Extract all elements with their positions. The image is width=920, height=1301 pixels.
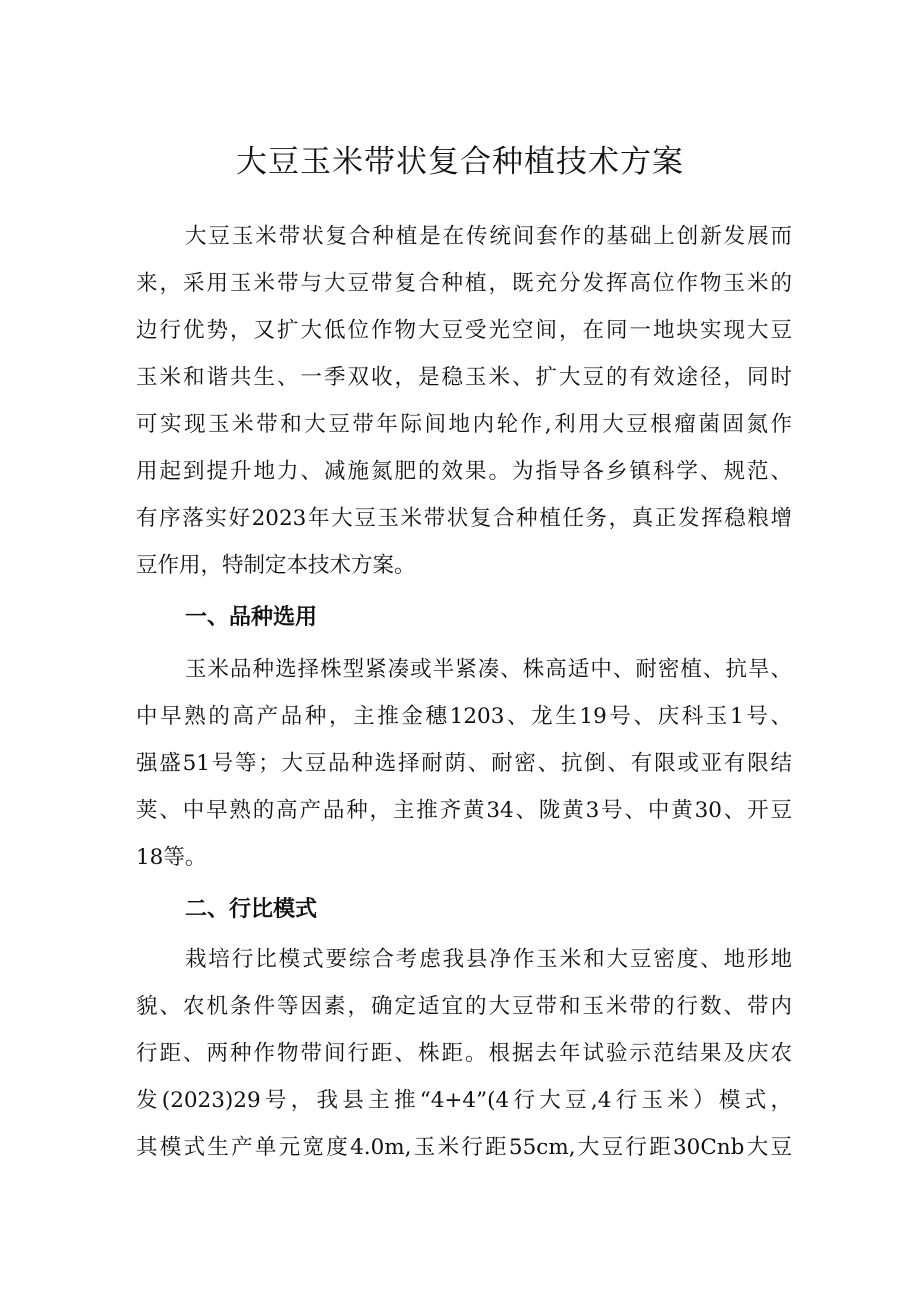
- intro-line: 边行优势，又扩大低位作物大豆受光空间，在同一地块实现大豆: [136, 318, 792, 343]
- section-heading-row-ratio: 二、行比模式: [185, 897, 318, 922]
- section1-line: 荚、中早熟的高产品种，主推齐黄34、陇黄3号、中黄30、开豆: [136, 798, 792, 823]
- intro-line: 有序落实好2023年大豆玉米带状复合种植任务，真正发挥稳粮增: [136, 506, 792, 531]
- section2-line: 栽培行比模式要综合考虑我县净作玉米和大豆密度、地形地: [185, 947, 792, 972]
- section-heading-variety: 一、品种选用: [185, 605, 318, 630]
- intro-line: 豆作用，特制定本技术方案。: [136, 553, 416, 578]
- intro-line: 可实现玉米带和大豆带年际间地内轮作,利用大豆根瘤菌固氮作: [136, 412, 792, 437]
- section2-line: 发(2023)29号，我县主推“4+4”(4行大豆,4行玉米）模式，: [136, 1088, 792, 1113]
- section1-line: 强盛51号等；大豆品种选择耐荫、耐密、抗倒、有限或亚有限结: [136, 751, 792, 776]
- intro-line: 来，采用玉米带与大豆带复合种植，既充分发挥高位作物玉米的: [136, 271, 792, 296]
- section2-line: 其模式生产单元宽度4.0m,玉米行距55cm,大豆行距30Cnb大豆: [136, 1135, 792, 1160]
- intro-line: 用起到提升地力、减施氮肥的效果。为指导各乡镇科学、规范、: [136, 459, 792, 484]
- section2-line: 貌、农机条件等因素，确定适宜的大豆带和玉米带的行数、带内: [136, 994, 792, 1019]
- intro-line: 玉米和谐共生、一季双收，是稳玉米、扩大豆的有效途径，同时: [136, 365, 792, 390]
- section1-line: 玉米品种选择株型紧凑或半紧凑、株高适中、耐密植、抗旱、: [185, 657, 792, 682]
- section2-line: 行距、两种作物带间行距、株距。根据去年试验示范结果及庆农: [136, 1041, 792, 1066]
- document-title: 大豆玉米带状复合种植技术方案: [236, 144, 684, 180]
- intro-line: 大豆玉米带状复合种植是在传统间套作的基础上创新发展而: [185, 224, 792, 249]
- section1-line: 18等。: [136, 845, 207, 870]
- section1-line: 中早熟的高产品种，主推金穗1203、龙生19号、庆科玉1号、: [136, 704, 792, 729]
